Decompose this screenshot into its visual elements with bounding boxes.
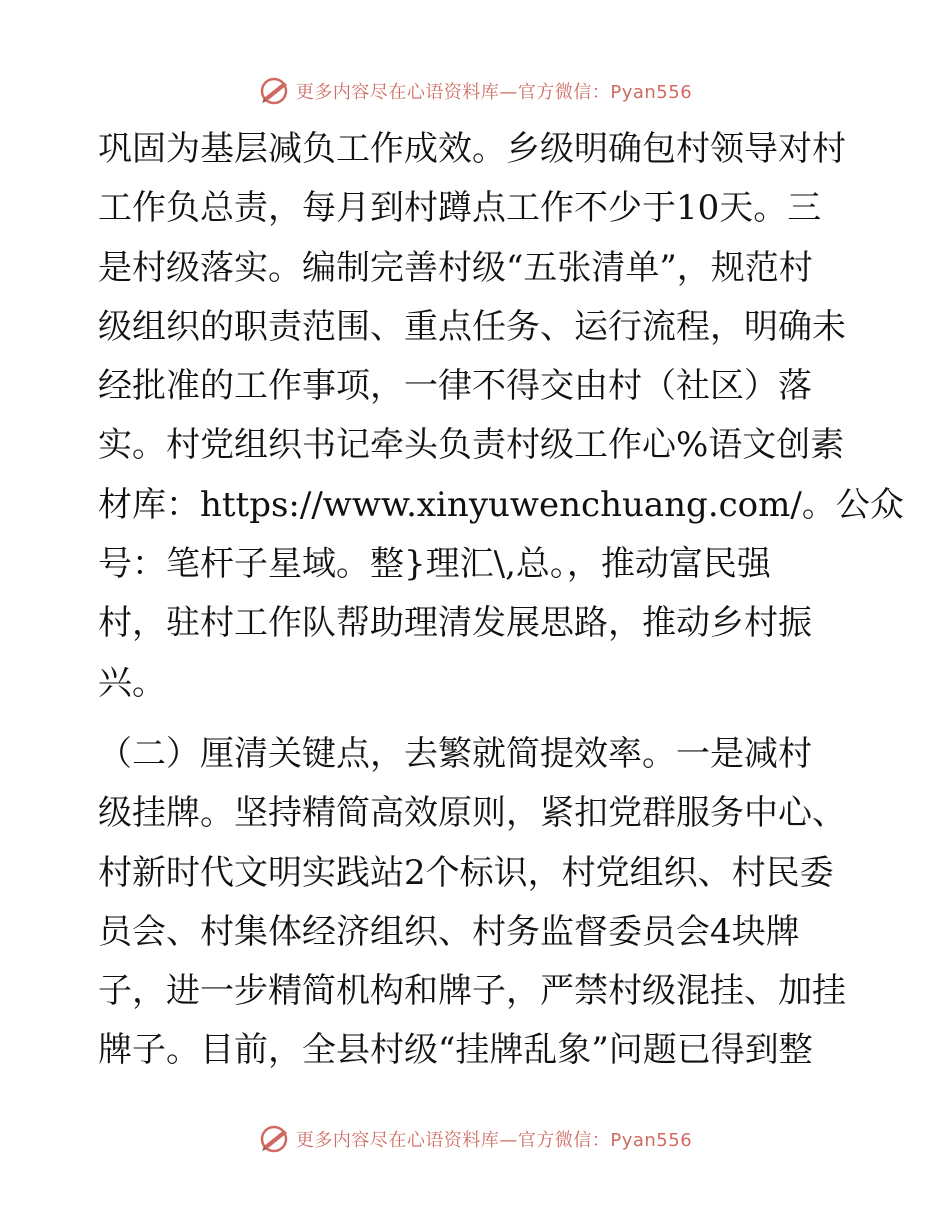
text-line: 村，驻村工作队帮助理清发展思路，推动乡村振 <box>98 603 812 644</box>
pen-logo-icon <box>258 1124 292 1154</box>
text-line: （二）厘清关键点，去繁就简提效率。一是减村 <box>98 733 812 774</box>
text-line: 村新时代文明实践站2个标识，村党组织、村民委 <box>98 852 834 893</box>
footer-watermark <box>0 1124 950 1154</box>
pen-logo-icon <box>258 76 292 106</box>
text-line: 级挂牌。坚持精简高效原则，紧扣党群服务中心、 <box>98 793 846 834</box>
text-line: 号：笔杆子星域。整}理汇\,总。，推动富民强 <box>98 544 771 585</box>
text-line: 经批准的工作事项，一律不得交由村（社区）落 <box>98 366 812 407</box>
text-line: 牌子。目前，全县村级“挂牌乱象”问题已得到整 <box>98 1030 813 1071</box>
text-line: 巩固为基层减负工作成效。乡级明确包村领导对村 <box>98 129 846 169</box>
watermark-text: 更多内容尽在心语资料库—官方微信：Pyan556 <box>295 1130 693 1151</box>
text-line: 员会、村集体经济组织、村务监督委员会4块牌 <box>98 911 800 952</box>
text-line: 是村级落实。编制完善村级“五张清单”，规范村 <box>98 247 813 288</box>
paragraph-spacer <box>98 713 858 725</box>
text-line: 材库：https://www.xinyuwenchuang.com/。公众 <box>98 484 904 525</box>
text-line: 实。村党组织书记牵头负责村级工作心%语文创素 <box>98 425 845 466</box>
text-line: 工作负总责，每月到村蹲点工作不少于10天。三 <box>98 188 822 229</box>
paragraph-1 <box>98 120 904 713</box>
text-line: 级组织的职责范围、重点任务、运行流程，明确未 <box>98 306 846 347</box>
body-text <box>98 120 904 1081</box>
header-watermark <box>0 76 950 106</box>
watermark-text: 更多内容尽在心语资料库—官方微信：Pyan556 <box>295 82 693 103</box>
paragraph-2 <box>98 725 858 1081</box>
text-line: 子，进一步精简机构和牌子，严禁村级混挂、加挂 <box>98 971 846 1012</box>
text-line: 兴。 <box>98 662 166 703</box>
